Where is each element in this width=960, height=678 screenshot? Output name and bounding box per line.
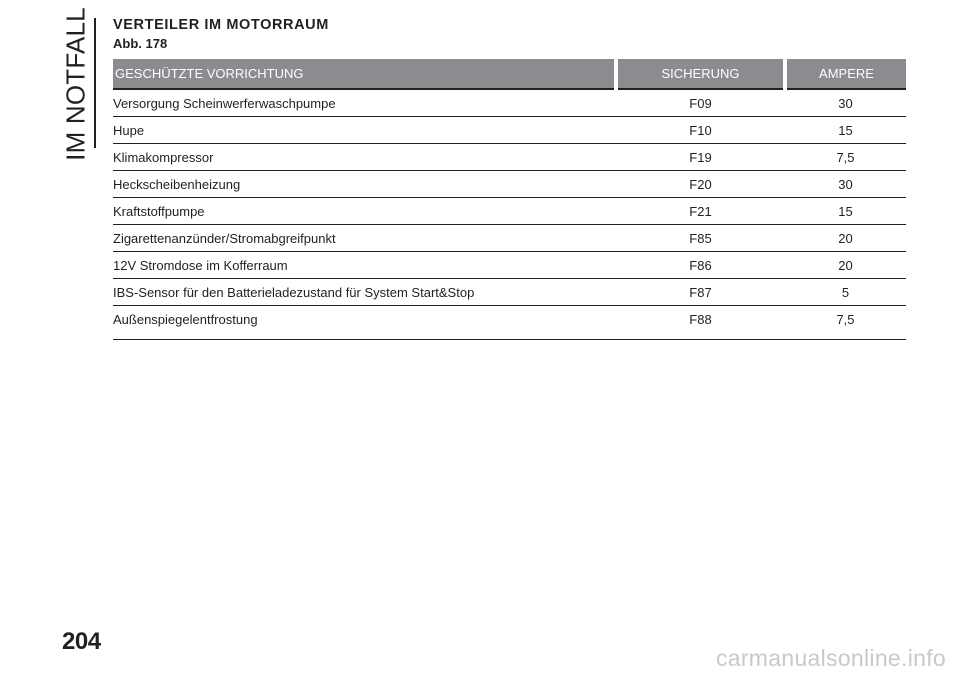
table-row [113,252,906,279]
cell-device: Versorgung Scheinwerferwaschpumpe [113,89,616,117]
cell-fuse: F10 [616,117,785,144]
table-row [113,89,906,117]
chapter-side-tab [58,7,94,161]
header-ampere: AMPERE [785,59,906,89]
cell-fuse: F09 [616,89,785,117]
cell-ampere: 15 [785,117,906,144]
cell-fuse: F88 [616,306,785,340]
table-row [113,171,906,198]
figure-reference: Abb. 178 [113,36,168,51]
cell-device: IBS-Sensor für den Batterieladezustand für System Start&Stop [113,279,616,306]
table-row [113,117,906,144]
table-row [113,198,906,225]
cell-ampere: 7,5 [785,144,906,171]
cell-ampere: 20 [785,252,906,279]
cell-ampere: 20 [785,225,906,252]
table-row [113,225,906,252]
fuse-table-header [113,59,906,89]
cell-device: Klimakompressor [113,144,616,171]
chapter-label: IM NOTFALL [60,7,91,161]
cell-ampere: 5 [785,279,906,306]
cell-fuse: F87 [616,279,785,306]
cell-device: 12V Stromdose im Kofferraum [113,252,616,279]
cell-fuse: F86 [616,252,785,279]
table-row [113,144,906,171]
table-row [113,279,906,306]
fuse-table-body [113,89,906,340]
cell-device: Heckscheibenheizung [113,171,616,198]
cell-ampere: 15 [785,198,906,225]
section-title: VERTEILER IM MOTORRAUM [113,17,329,33]
header-fuse: SICHERUNG [616,59,785,89]
cell-device: Außenspiegelentfrostung [113,306,616,340]
cell-fuse: F85 [616,225,785,252]
cell-device: Hupe [113,117,616,144]
cell-ampere: 30 [785,89,906,117]
cell-fuse: F20 [616,171,785,198]
page-number: 204 [62,628,101,655]
table-row [113,306,906,340]
watermark: carmanualsonline.info [715,645,946,671]
chapter-divider [94,18,96,148]
fuse-table [113,59,906,340]
cell-device: Kraftstoffpumpe [113,198,616,225]
header-row [113,59,906,89]
cell-ampere: 30 [785,171,906,198]
cell-fuse: F19 [616,144,785,171]
cell-ampere: 7,5 [785,306,906,340]
header-device: GESCHÜTZTE VORRICHTUNG [113,59,616,89]
cell-device: Zigarettenanzünder/Stromabgreifpunkt [113,225,616,252]
cell-fuse: F21 [616,198,785,225]
